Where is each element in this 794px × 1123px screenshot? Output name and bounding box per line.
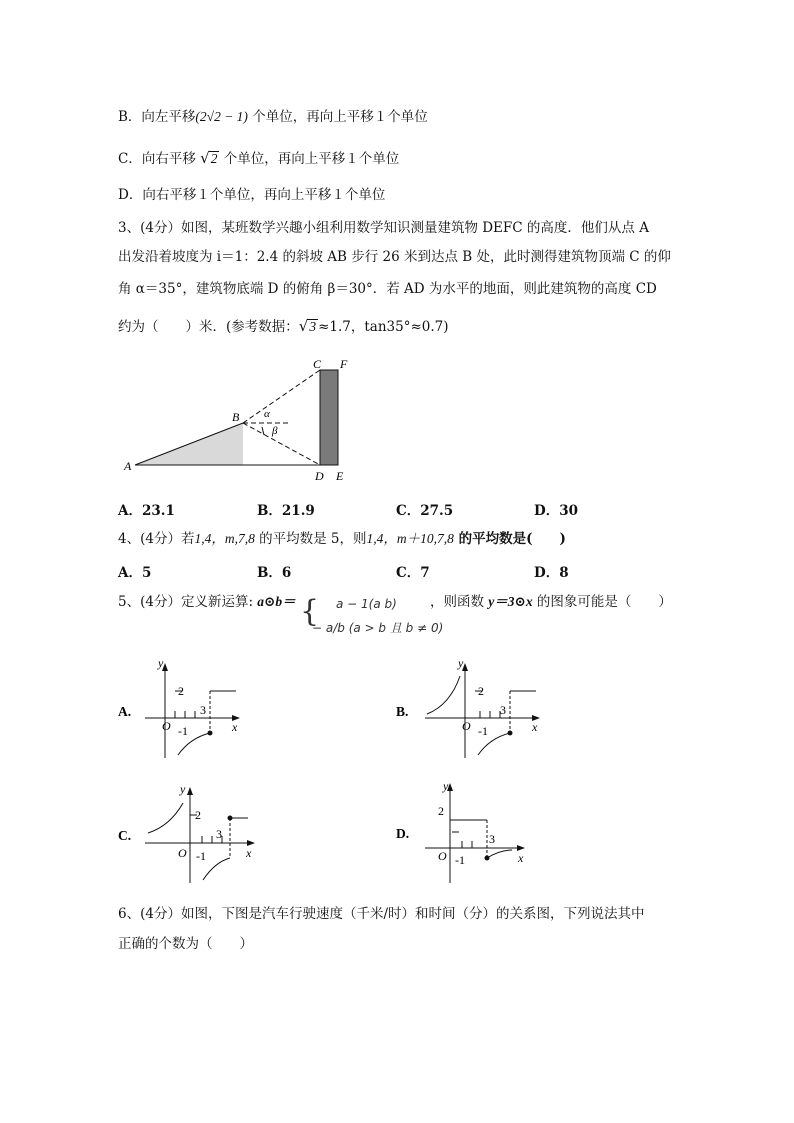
label-y: y	[458, 656, 464, 670]
label-e: E	[336, 469, 344, 483]
q4-choice-a: A．5	[118, 565, 152, 581]
q4-text-a: 4、(4分）若	[118, 531, 195, 547]
q3-choice-b: B．21.9	[257, 503, 315, 519]
option-b-suffix: 个单位，再向上平移１个单位	[247, 109, 428, 125]
label-2: 2	[438, 804, 444, 818]
curve-mid	[203, 858, 230, 880]
sqrt-sign: √	[298, 317, 309, 335]
curve-left	[427, 676, 460, 714]
q3-line-2: 出发沿着坡度为 i＝1：2.4 的斜坡 AB 步行 26 米到达点 B 处，此时测得建筑物顶端 C 的仰	[118, 249, 671, 265]
option-b-expression: (2√2 − 1)	[195, 109, 248, 124]
q3-line-4-root: 3	[309, 319, 317, 334]
q4-set-2: 1,4，m＋10,7,8	[366, 531, 454, 546]
option-b-prefix: B．向左平移	[118, 109, 196, 125]
q4-set-1: 1,4，m,7,8	[194, 531, 255, 546]
graph-a-letter: A.	[118, 704, 132, 719]
q6-line-2: 正确的个数为（ ）	[118, 936, 253, 952]
label-o: O	[162, 719, 171, 733]
graph-d-letter: D.	[396, 826, 410, 841]
graph-b-letter: B.	[396, 704, 409, 719]
q3-choice-a: A．23.1	[118, 503, 175, 519]
q5-text-c: 的图象可能是（ ）	[532, 594, 672, 610]
label-2: 2	[195, 808, 201, 822]
label-3: 3	[489, 832, 495, 846]
label-alpha: α	[264, 408, 270, 420]
label-3: 3	[216, 827, 222, 841]
label-neg1: -1	[455, 853, 465, 867]
graph-c	[145, 782, 255, 883]
label-beta: β	[272, 425, 278, 437]
q3-line-1: 3、(4分）如图，某班数学兴趣小组利用数学知识测量建筑物 DEFC 的高度．他们从点 A	[118, 220, 649, 236]
label-neg1: -1	[478, 724, 488, 738]
label-d: D	[315, 469, 324, 483]
label-o: O	[178, 846, 187, 860]
label-c: C	[313, 357, 322, 371]
label-3: 3	[200, 703, 206, 717]
label-2: 2	[478, 684, 484, 698]
graph-d	[425, 779, 525, 883]
q6-line-1: 6、(4分）如图，下图是汽车行驶速度（千米/时）和时间（分）的关系图，下列说法其中	[118, 906, 645, 922]
graph-a	[145, 656, 240, 758]
q5-text-a: 5、(4分）定义新运算:	[118, 594, 258, 610]
q4-choice-c: C．7	[396, 565, 430, 581]
label-3: 3	[500, 703, 506, 717]
label-o: O	[438, 849, 447, 863]
q4-text-c: 的平均数是( )	[453, 531, 566, 547]
option-c-prefix: C．向右平移	[118, 151, 201, 167]
label-o: O	[462, 719, 471, 733]
q5-piece-1: a − 1(a b)	[336, 597, 397, 611]
q5-function: y＝3⊙x	[488, 594, 533, 609]
q3-line-3: 角 α＝35°，建筑物底端 D 的俯角 β＝30°．若 AD 为水平的地面，则此建筑物的高度 CD	[118, 281, 657, 297]
endpoint-dot	[508, 731, 513, 736]
label-y: y	[180, 782, 186, 796]
label-y: y	[158, 656, 164, 670]
label-2: 2	[178, 684, 184, 698]
q5-operation: a⊙b＝	[257, 594, 296, 609]
endpoint-dot	[485, 856, 490, 861]
label-y: y	[443, 779, 449, 793]
option-d: D．向右平移１个单位，再向上平移１个单位	[118, 187, 386, 203]
label-f: F	[340, 357, 348, 371]
label-x: x	[232, 720, 238, 734]
endpoint-dot	[228, 816, 233, 821]
label-neg1: -1	[178, 724, 188, 738]
label-x: x	[532, 720, 538, 734]
y-arrow-icon	[187, 787, 193, 795]
label-x: x	[518, 851, 524, 865]
curve-right	[487, 850, 512, 858]
q5-piece-2: − a/b (a > b 且 b ≠ 0)	[312, 621, 444, 635]
option-c-root: 2	[210, 151, 218, 166]
label-neg1: -1	[196, 849, 206, 863]
q5-brace: {	[300, 594, 320, 629]
q4-choice-d: D．8	[534, 565, 569, 581]
q3-line-4-suffix: ≈1.7，tan35°≈0.7)	[318, 319, 449, 335]
q4-choice-b: B．6	[257, 565, 292, 581]
q3-choice-c: C．27.5	[396, 503, 454, 519]
graph-c-letter: C.	[118, 828, 132, 843]
q3-choice-d: D．30	[534, 503, 578, 519]
q5-text-b: ，则函数	[430, 594, 489, 610]
label-a: A	[124, 459, 132, 473]
graph-b	[425, 656, 540, 758]
endpoint-dot	[208, 731, 213, 736]
label-x: x	[246, 846, 252, 860]
option-c-suffix: 个单位，再向上平移１个单位	[219, 151, 400, 167]
curve-left	[148, 803, 183, 833]
q4-text-b: 的平均数是 5，则	[254, 531, 367, 547]
label-b: B	[232, 410, 240, 424]
sqrt-sign: √	[200, 149, 210, 167]
q3-line-4-prefix: 约为（ ）米．(参考数据：	[118, 319, 299, 335]
